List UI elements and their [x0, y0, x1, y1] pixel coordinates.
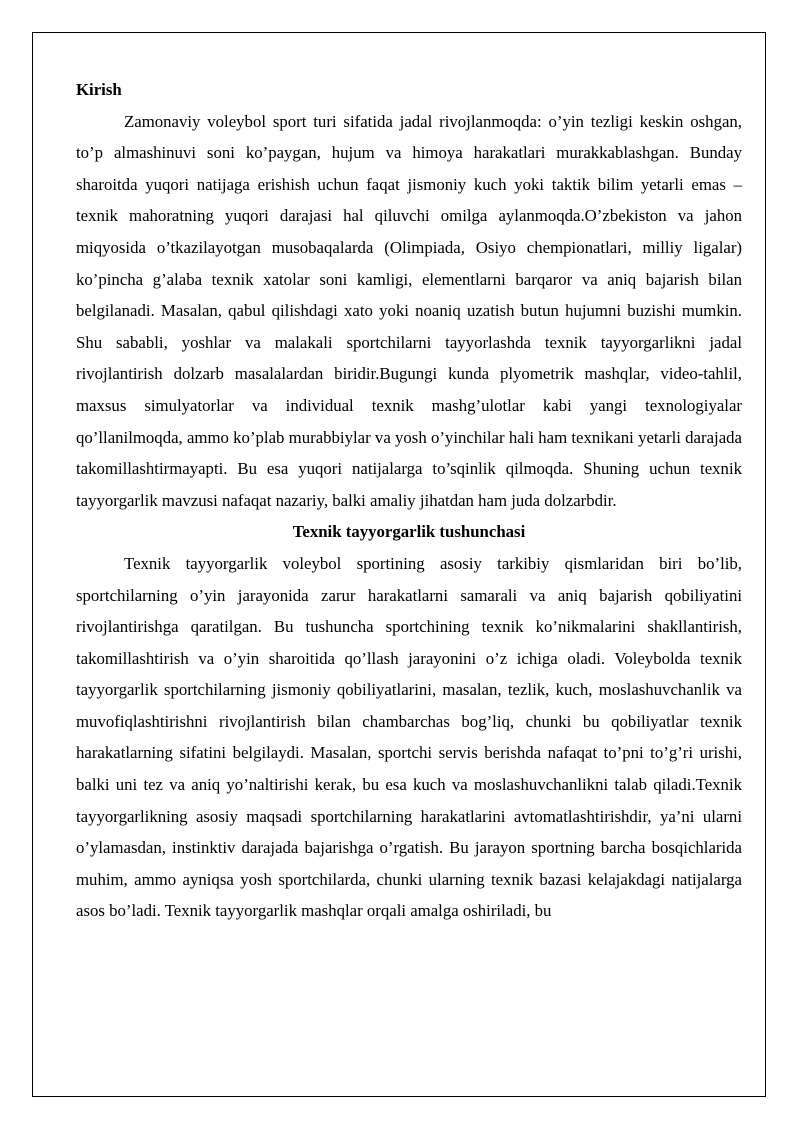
intro-paragraph: Zamonaviy voleybol sport turi sifatida jadal rivojlanmoqda: o’yin tezligi keskin oshgan, to’p almashinuvi soni ko’paygan, hujum va himoya harakatlari murakkablashgan. Bunday sharoitda yuqori natijaga erishish uchun faqat jismoniy kuch yoki taktik bilim yetarli emas – texnik mahoratning yuqori darajasi hal qiluvchi omilga aylanmoqda.O’zbekiston va jahon miqyosida o’tkazilayotgan musobaqalarda (Olimpiada, Osiyo chempionatlari, milliy ligalar) ko’pincha g’alaba texnik xatolar soni kamligi, elementlarni barqaror va aniq bajarish bilan belgilanadi. Masalan, qabul qilishdagi xato yoki noaniq uzatish butun hujumni buzishi mumkin. Shu sababli, yoshlar va malakali sportchilarni tayyorlashda texnik tayyorgarlikni jadal rivojlantirish dolzarb masalalardan biridir.Bugungi kunda plyometrik mashqlar, video-tahlil, maxsus simulyatorlar va individual texnik mashg’ulotlar kabi yangi texnologiyalar qo’llanilmoqda, ammo ko’plab murabbiylar va yosh o’yinchilar hali ham texnikani yetarli darajada takomillashtirmayapti. Bu esa yuqori natijalarga to’sqinlik qilmoqda. Shuning uchun texnik tayyorgarlik mavzusi nafaqat nazariy, balki amaliy jihatdan ham juda dolzarbdir.: [76, 111, 742, 510]
technical-preparation-paragraph: Texnik tayyorgarlik voleybol sportining asosiy tarkibiy qismlaridan biri bo’lib, sportchilarning o’yin jarayonida zarur harakatlarni samarali va aniq bajarish qobiliyatini rivojlantirishga qaratilgan. Bu tushuncha sportchining texnik ko’nikmalarini shakllantirish, takomillashtirish va o’yin sharoitida qo’llash jarayonini o’z ichiga oladi. Voleybolda texnik tayyorgarlik sportchilarning jismoniy qobiliyatlarini, masalan, tezlik, kuch, moslashuvchanlik va muvofiqlashtirishni rivojlantirish bilan chambarchas bog’liq, chunki bu qobiliyatlar texnik harakatlarning sifatini belgilaydi. Masalan, sportchi servis berishda nafaqat to’pni to’g’ri urishi, balki uni tez va aniq yo’naltirishi kerak, bu esa kuch va moslashuvchanlikni talab qiladi.Texnik tayyorgarlikning asosiy maqsadi sportchilarning harakatlarini avtomatlashtirishdir, ya’ni ularni o’ylamasdan, instinktiv darajada bajarishga o’rgatish. Bu jarayon sportning barcha bosqichlarida muhim, ammo ayniqsa yosh sportchilarda, chunki ularning texnik bazasi kelajakdagi natijalarga asos bo’ladi. Texnik tayyorgarlik mashqlar orqali amalga oshiriladi, bu: [76, 553, 742, 921]
section-heading-intro: Kirish: [76, 80, 122, 99]
document-body: [76, 74, 742, 927]
section-heading-technical-preparation: Texnik tayyorgarlik tushunchasi: [292, 522, 526, 542]
